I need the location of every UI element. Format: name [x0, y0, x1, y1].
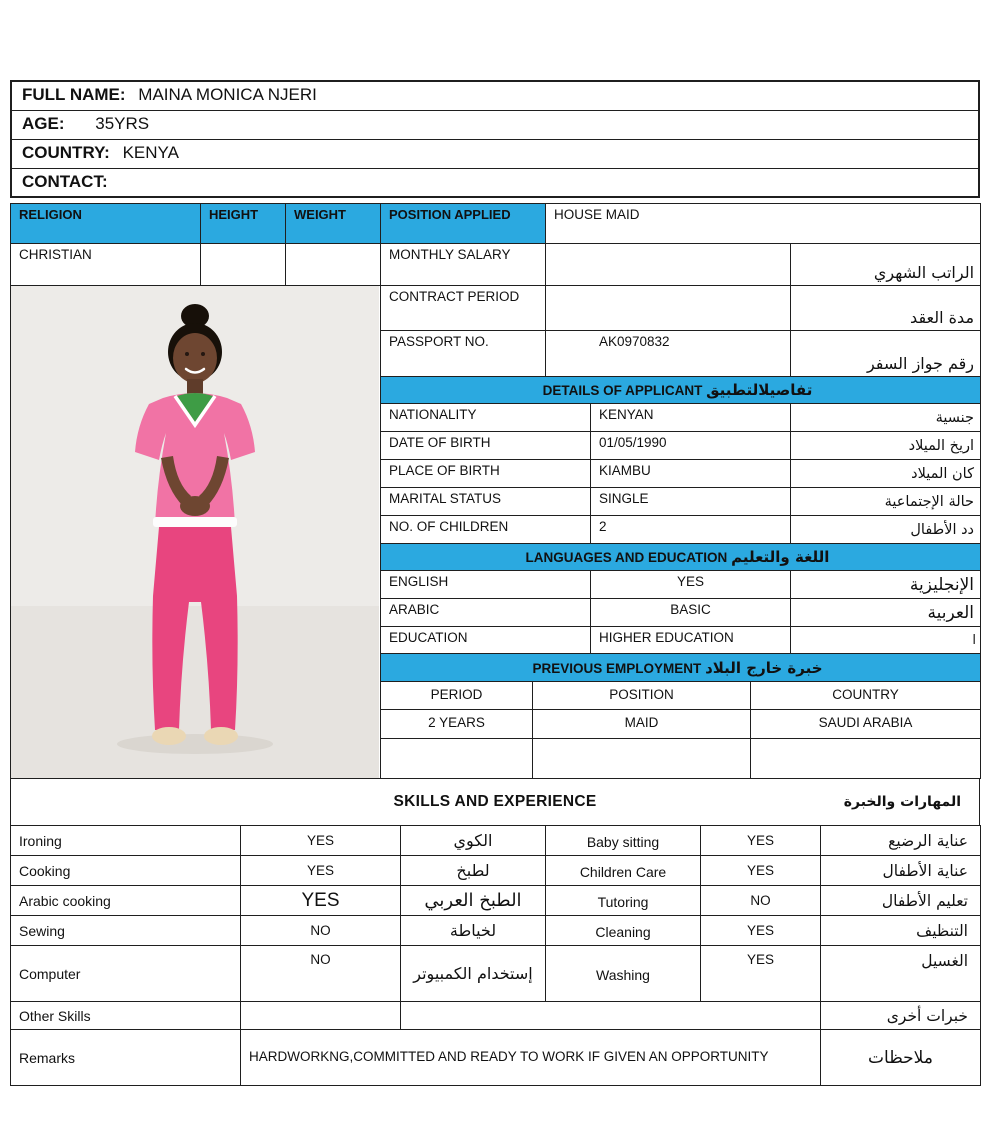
full-name-value: MAINA MONICA NJERI [138, 85, 317, 104]
children-arabic: دد الأطفال [791, 516, 981, 544]
skill-row-arabic-cooking [11, 886, 981, 916]
skill-value: YES [241, 856, 401, 886]
employment-period: 2 YEARS [381, 710, 533, 739]
remarks-value: HARDWORKNG,COMMITTED AND READY TO WORK IF GIVEN AN OPPORTUNITY [241, 1030, 821, 1086]
skills-title: SKILLS AND EXPERIENCE [393, 793, 597, 810]
skill-arabic: لخياطة [401, 916, 546, 946]
applicant-details-table [10, 203, 981, 779]
employment-title: PREVIOUS EMPLOYMENT [532, 660, 702, 676]
full-name-cell [11, 81, 979, 110]
skill-name: Computer [11, 946, 241, 1002]
other-skills-arabic: خبرات أخرى [821, 1002, 981, 1030]
other-skills-row [11, 1002, 981, 1030]
skill-value: NO [701, 886, 821, 916]
country-column-header: COUNTRY [751, 682, 981, 710]
position-applied-header: POSITION APPLIED [381, 204, 546, 244]
religion-header: RELIGION [11, 204, 201, 244]
skill-row-ironing [11, 826, 981, 856]
date-of-birth-label: DATE OF BIRTH [381, 432, 591, 460]
skill-value: NO [241, 946, 401, 1002]
position-header-row [11, 204, 981, 244]
skill-arabic: الطبخ العربي [401, 886, 546, 916]
english-value: YES [591, 571, 791, 599]
skill-value: YES [701, 826, 821, 856]
skill-name: Ironing [11, 826, 241, 856]
empty-cell [751, 739, 981, 779]
contract-period-value [546, 286, 791, 331]
skill-row-computer [11, 946, 981, 1002]
applicant-photo [11, 286, 379, 778]
date-of-birth-value: 01/05/1990 [591, 432, 791, 460]
date-of-birth-arabic: اريخ الميلاد [791, 432, 981, 460]
other-skills-value [401, 1002, 821, 1030]
place-of-birth-value: KIAMBU [591, 460, 791, 488]
employment-country: SAUDI ARABIA [751, 710, 981, 739]
place-of-birth-arabic: كان الميلاد [791, 460, 981, 488]
arabic-label: ARABIC [381, 599, 591, 627]
skill-name: Arabic cooking [11, 886, 241, 916]
skill-arabic: لطبخ [401, 856, 546, 886]
applicant-photo-cell [11, 286, 381, 779]
english-arabic: الإنجليزية [791, 571, 981, 599]
skill-name: Washing [546, 946, 701, 1002]
age-row [11, 110, 979, 139]
weight-value [286, 244, 381, 286]
skills-title-band [10, 779, 980, 825]
religion-salary-row [11, 244, 981, 286]
marital-status-value: SINGLE [591, 488, 791, 516]
arabic-arabic: العربية [791, 599, 981, 627]
full-name-label: FULL NAME: [22, 85, 126, 104]
period-column-header: PERIOD [381, 682, 533, 710]
education-arabic: ا [791, 627, 981, 654]
skill-row-cooking [11, 856, 981, 886]
employment-position: MAID [533, 710, 751, 739]
empty-cell [241, 1002, 401, 1030]
empty-cell [533, 739, 751, 779]
skills-table [10, 825, 981, 1086]
skill-name: Children Care [546, 856, 701, 886]
children-value: 2 [591, 516, 791, 544]
skill-name: Baby sitting [546, 826, 701, 856]
contract-period-label: CONTRACT PERIOD [381, 286, 546, 331]
arabic-value: BASIC [591, 599, 791, 627]
cv-document [10, 80, 980, 1086]
contract-period-arabic: مدة العقد [791, 286, 981, 331]
passport-label: PASSPORT NO. [381, 331, 546, 377]
skill-value: YES [701, 946, 821, 1002]
languages-title: LANGUAGES AND EDUCATION [525, 550, 728, 565]
remarks-arabic: ملاحظات [821, 1030, 981, 1086]
remarks-row [11, 1030, 981, 1086]
age-value: 35YRS [95, 113, 150, 133]
skills-title-arabic: المهارات والخبرة [843, 794, 961, 810]
details-title: DETAILS OF APPLICANT [542, 383, 703, 398]
age-cell [11, 110, 979, 139]
monthly-salary-arabic: الراتب الشهري [791, 244, 981, 286]
skill-value: YES [241, 886, 401, 916]
contract-period-row [11, 286, 981, 331]
skill-value: YES [701, 856, 821, 886]
passport-value: AK0970832 [546, 331, 791, 377]
skill-row-sewing [11, 916, 981, 946]
marital-status-label: MARITAL STATUS [381, 488, 591, 516]
religion-value: CHRISTIAN [11, 244, 201, 286]
skill-arabic: الغسيل [821, 946, 981, 1002]
skill-arabic: عناية الرضيع [821, 826, 981, 856]
skill-name: Cooking [11, 856, 241, 886]
identity-table [10, 80, 980, 198]
age-label: AGE: [22, 113, 65, 133]
place-of-birth-label: PLACE OF BIRTH [381, 460, 591, 488]
full-name-row [11, 81, 979, 110]
skill-arabic: التنظيف [821, 916, 981, 946]
skill-value: YES [241, 826, 401, 856]
empty-cell [381, 739, 533, 779]
skill-arabic: تعليم الأطفال [821, 886, 981, 916]
details-title-arabic: تفاصيلالتطبيق [706, 381, 813, 399]
other-skills-label: Other Skills [11, 1002, 241, 1030]
height-header: HEIGHT [201, 204, 286, 244]
monthly-salary-label: MONTHLY SALARY [381, 244, 546, 286]
passport-arabic: رقم جواز السفر [791, 331, 981, 377]
languages-section-header [381, 544, 981, 571]
skill-value: NO [241, 916, 401, 946]
employment-section-header [381, 654, 981, 682]
country-row [11, 139, 979, 168]
children-label: NO. OF CHILDREN [381, 516, 591, 544]
skill-name: Cleaning [546, 916, 701, 946]
marital-status-arabic: حالة الإجتماعية [791, 488, 981, 516]
country-label: COUNTRY: [22, 142, 110, 162]
nationality-label: NATIONALITY [381, 404, 591, 432]
contact-row [11, 168, 979, 197]
position-column-header: POSITION [533, 682, 751, 710]
height-value [201, 244, 286, 286]
country-cell [11, 139, 979, 168]
nationality-arabic: جنسية [791, 404, 981, 432]
employment-title-arabic: خبرة خارج البلاد [705, 658, 823, 677]
languages-title-arabic: اللغة والتعليم [731, 548, 830, 566]
skill-arabic: عناية الأطفال [821, 856, 981, 886]
education-label: EDUCATION [381, 627, 591, 654]
country-value: KENYA [122, 142, 179, 162]
position-applied-value: HOUSE MAID [546, 204, 981, 244]
skill-name: Sewing [11, 916, 241, 946]
skill-arabic: إستخدام الكمبيوتر [401, 946, 546, 1002]
skill-value: YES [701, 916, 821, 946]
english-label: ENGLISH [381, 571, 591, 599]
skill-name: Tutoring [546, 886, 701, 916]
education-value: HIGHER EDUCATION [591, 627, 791, 654]
remarks-label: Remarks [11, 1030, 241, 1086]
skill-arabic: الكوي [401, 826, 546, 856]
contact-cell [11, 168, 979, 197]
contact-label: CONTACT: [22, 171, 108, 191]
nationality-value: KENYAN [591, 404, 791, 432]
weight-header: WEIGHT [286, 204, 381, 244]
monthly-salary-value [546, 244, 791, 286]
details-section-header [381, 377, 981, 404]
